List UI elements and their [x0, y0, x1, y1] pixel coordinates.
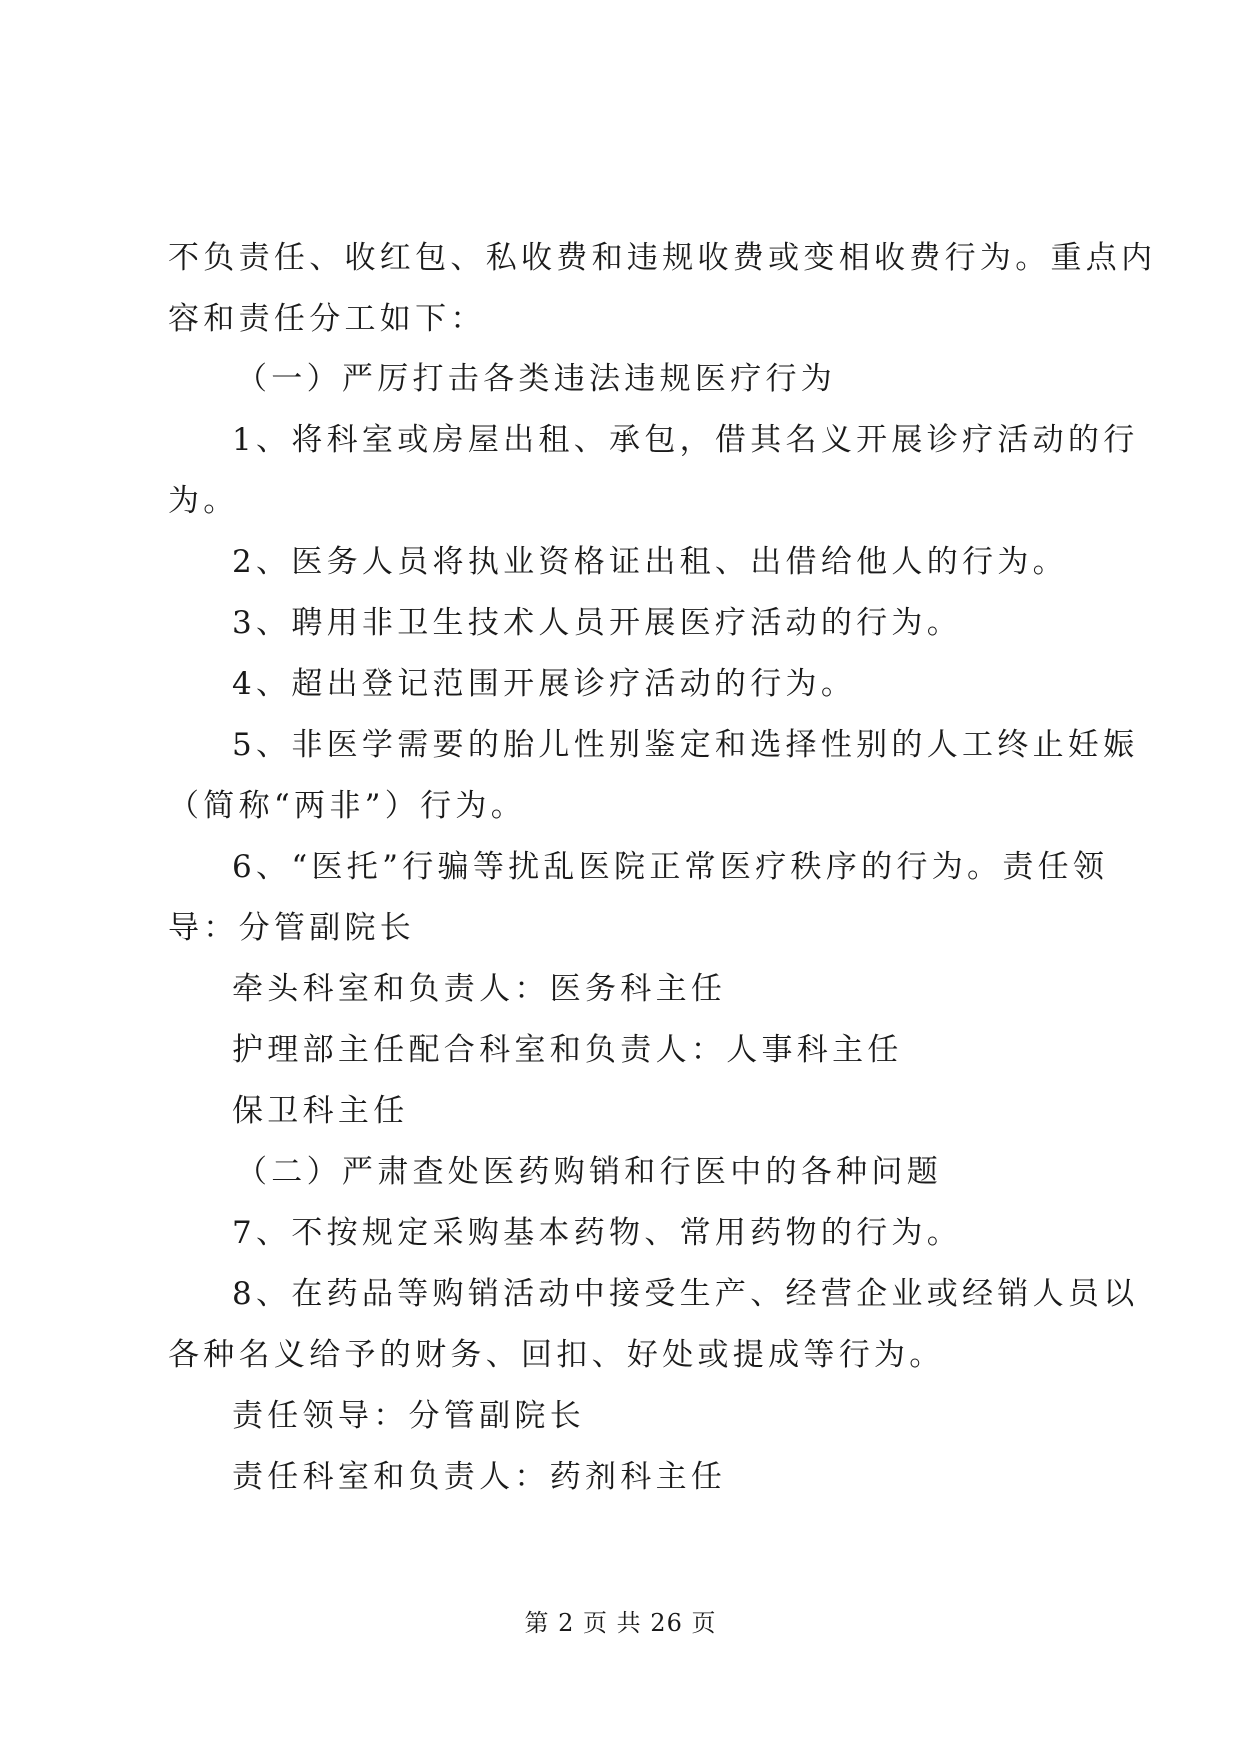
- text-line: 牵头科室和负责人：医务科主任: [232, 971, 727, 1007]
- text-line: （简称“两非”）行为。: [168, 788, 526, 824]
- page-footer: 第 2 页 共 26 页: [524, 1609, 717, 1637]
- text-line: 各种名义给予的财务、回扣、好处或提成等行为。: [168, 1337, 945, 1373]
- text-line: 保卫科主任: [232, 1093, 409, 1129]
- text-line: 1、将科室或房屋出租、承包，借其名义开展诊疗活动的行: [232, 422, 1139, 458]
- text-line: 8、在药品等购销活动中接受生产、经营企业或经销人员以: [232, 1276, 1139, 1312]
- section-heading: （一）严厉打击各类违法违规医疗行为: [236, 361, 837, 397]
- text-line: 5、非医学需要的胎儿性别鉴定和选择性别的人工终止妊娠: [232, 727, 1139, 763]
- text-line: 为。: [168, 483, 239, 519]
- section-heading: （二）严肃查处医药购销和行医中的各种问题: [236, 1154, 942, 1190]
- text-line: 2、医务人员将执业资格证出租、出借给他人的行为。: [232, 544, 1068, 580]
- text-line: 6、“医托”行骗等扰乱医院正常医疗秩序的行为。责任领: [232, 849, 1109, 885]
- text-line: 不负责任、收红包、私收费和违规收费或变相收费行为。重点内: [168, 240, 1157, 276]
- text-line: 7、不按规定采购基本药物、常用药物的行为。: [232, 1215, 963, 1251]
- text-line: 责任科室和负责人：药剂科主任: [232, 1459, 727, 1495]
- text-line: 导：分管副院长: [168, 910, 416, 946]
- text-line: 容和责任分工如下：: [168, 301, 486, 337]
- text-line: 责任领导：分管副院长: [232, 1398, 585, 1434]
- text-line: 3、聘用非卫生技术人员开展医疗活动的行为。: [232, 605, 963, 641]
- text-line: 4、超出登记范围开展诊疗活动的行为。: [232, 666, 857, 702]
- text-line: 护理部主任配合科室和负责人：人事科主任: [232, 1032, 903, 1068]
